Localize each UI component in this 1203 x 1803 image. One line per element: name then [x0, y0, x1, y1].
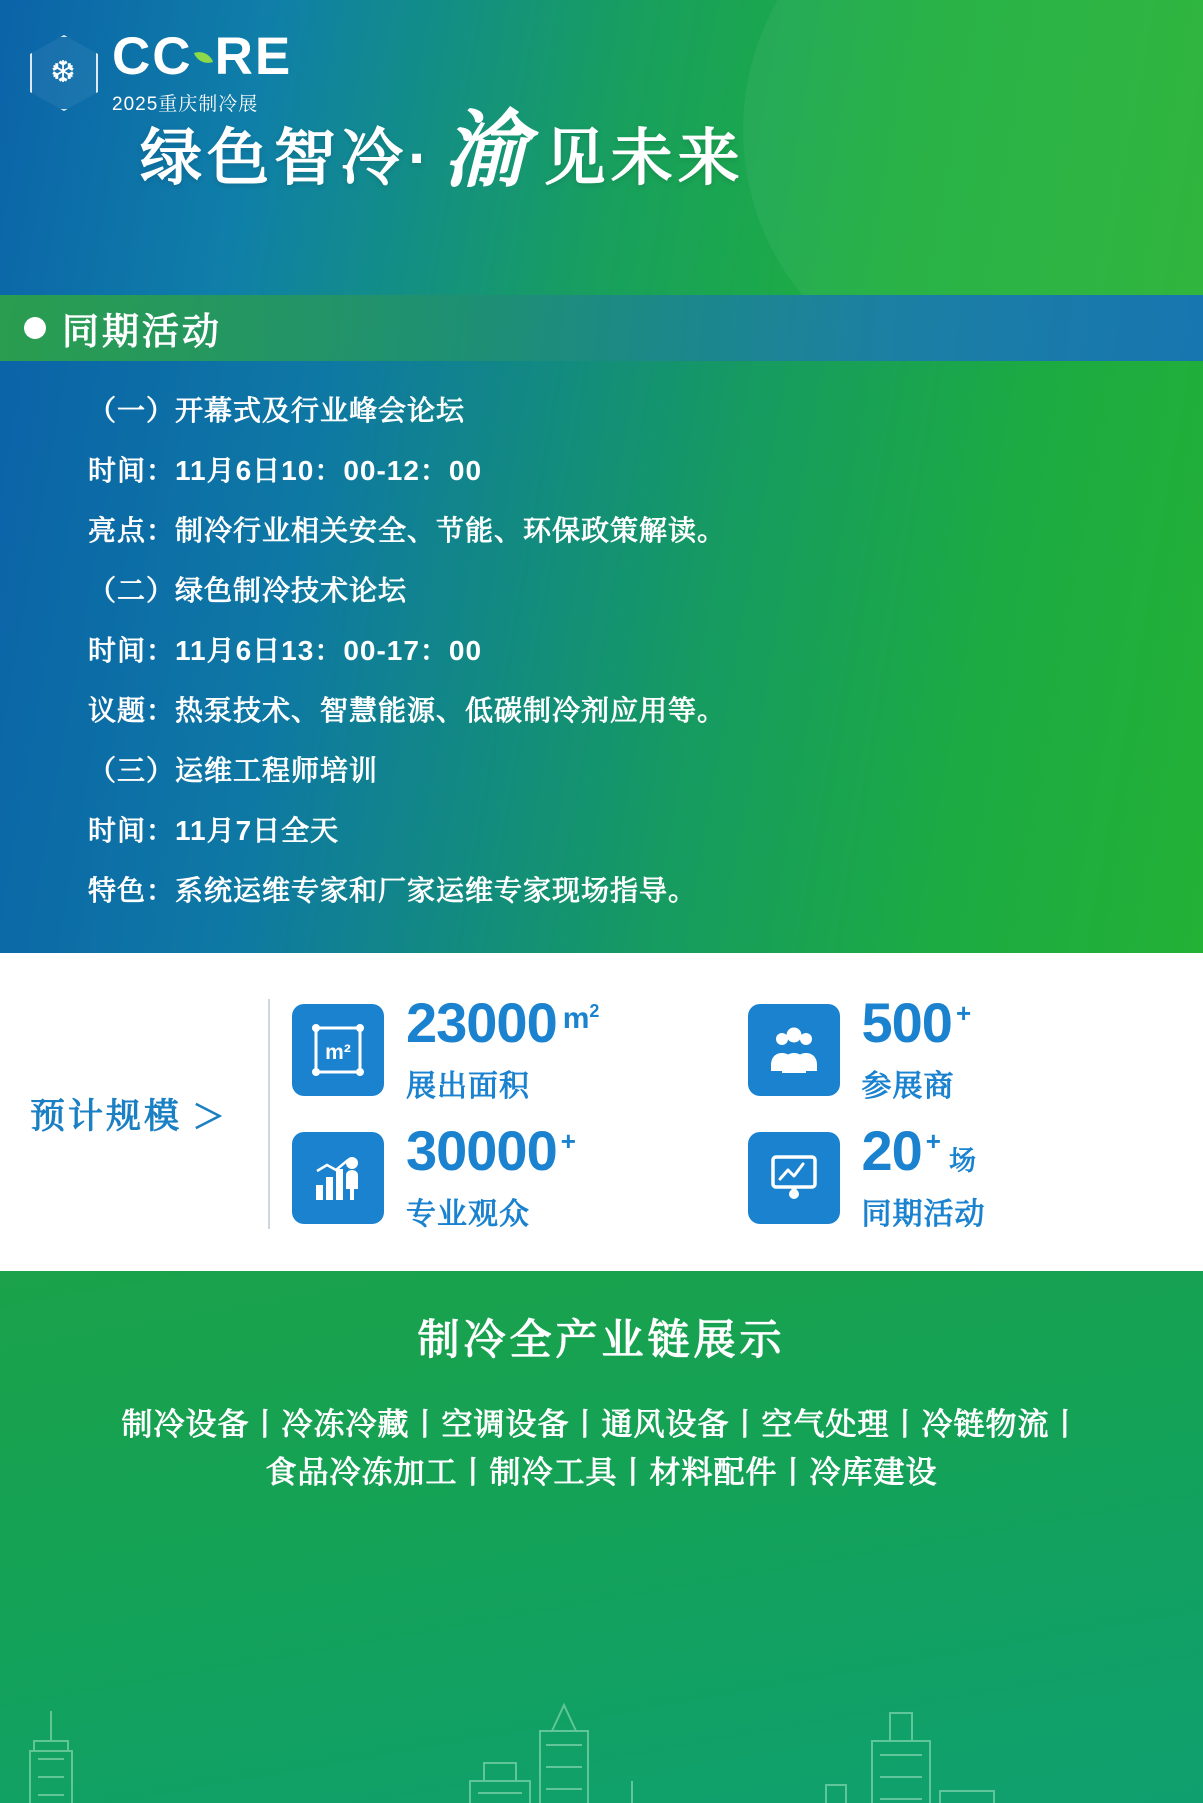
- snowflake-icon: ❆: [50, 56, 76, 89]
- brand-subtitle: 2025重庆制冷展: [112, 94, 259, 115]
- brand-wordmark: [112, 27, 293, 86]
- stat-value: [406, 1119, 576, 1182]
- brand-text: [112, 27, 293, 116]
- slogan-part-1: 绿色智冷·: [140, 124, 434, 193]
- agenda-line: 特色：系统运维专家和厂家运维专家现场指导。: [88, 875, 698, 906]
- agenda-line: （三）运维工程师培训: [88, 755, 379, 786]
- chain-items: [0, 1401, 1203, 1497]
- chevron-right-icon: ＞: [192, 1097, 226, 1135]
- stat-text: [406, 991, 600, 1105]
- stat-item: [748, 1119, 1203, 1233]
- stat-item: [292, 991, 748, 1105]
- header-banner: [0, 0, 1203, 295]
- brand-letter-c2: C: [152, 27, 193, 86]
- stat-item: [292, 1119, 748, 1233]
- section-title-bar: [0, 295, 1203, 361]
- vertical-divider: [268, 999, 270, 1229]
- presentation-board-icon: [748, 1132, 840, 1224]
- section-title: 同期活动: [62, 311, 222, 352]
- stat-plus-sign: +: [560, 1126, 576, 1156]
- brand-letter-r: R: [214, 27, 255, 86]
- stat-value: [861, 991, 972, 1054]
- agenda-line: 时间：11月6日10：00-12：00: [88, 455, 483, 486]
- stat-caption: 展出面积: [406, 1070, 530, 1103]
- svg-text:m²: m²: [325, 1041, 351, 1064]
- stat-plus-sign: +: [955, 998, 972, 1028]
- stat-number: 500: [861, 991, 952, 1054]
- stat-text: [861, 991, 972, 1105]
- exhibitors-people-icon: [748, 1004, 840, 1096]
- slogan-part-2: 见未来: [543, 124, 745, 193]
- visitors-chart-person-icon: [292, 1132, 384, 1224]
- stat-caption: 同期活动: [861, 1198, 986, 1231]
- chain-title: 制冷全产业链展示: [417, 1316, 786, 1363]
- stat-item: [748, 991, 1203, 1105]
- area-square-meter-icon: [292, 1004, 384, 1096]
- chain-line-2: 食品冷冻加工丨制冷工具丨材料配件丨冷库建设: [265, 1455, 938, 1491]
- chongqing-skyline-icon: [0, 1541, 1203, 1803]
- stat-text: [406, 1119, 576, 1233]
- scale-stats-section: [0, 953, 1203, 1271]
- agenda-line: （二）绿色制冷技术论坛: [88, 575, 408, 606]
- brand-letter-c1: C: [112, 27, 153, 86]
- stats-grid: [292, 991, 1203, 1233]
- bullet-dot-icon: [24, 317, 46, 339]
- stat-text: [861, 1119, 986, 1233]
- snowflake-hexagon-icon: [30, 35, 98, 111]
- stat-unit: $m^2$: [562, 1001, 600, 1035]
- industry-chain-section: [0, 1271, 1203, 1803]
- stat-caption: 专业观众: [406, 1198, 530, 1231]
- agenda-section: [0, 361, 1203, 953]
- stat-value: [406, 991, 600, 1054]
- brand-logo: [30, 27, 293, 116]
- agenda-line: 时间：11月6日13：00-17：00: [88, 635, 483, 666]
- scale-label-group: [0, 1089, 268, 1139]
- stat-value: [861, 1119, 986, 1182]
- brand-letter-e: E: [254, 27, 293, 86]
- slogan-script-char: 渝: [443, 105, 530, 199]
- slogan: [140, 105, 745, 199]
- agenda-line: 时间：11月7日全天: [88, 815, 340, 846]
- stat-number: 20: [861, 1119, 922, 1182]
- stat-number: 30000: [406, 1119, 557, 1182]
- stat-number: 23000: [406, 991, 557, 1054]
- stat-plus-sign: +: [925, 1126, 941, 1156]
- stat-suffix-word: 场: [948, 1146, 976, 1176]
- chain-line-1: 制冷设备丨冷冻冷藏丨空调设备丨通风设备丨空气处理丨冷链物流丨: [121, 1407, 1082, 1442]
- agenda-line: 议题：热泵技术、智慧能源、低碳制冷剂应用等。: [88, 695, 727, 726]
- leaf-icon: [194, 48, 214, 68]
- scale-label: 预计规模: [30, 1097, 183, 1136]
- agenda-line: （一）开幕式及行业峰会论坛: [88, 395, 466, 426]
- stat-caption: 参展商: [861, 1070, 955, 1103]
- agenda-line: 亮点：制冷行业相关安全、节能、环保政策解读。: [88, 515, 727, 546]
